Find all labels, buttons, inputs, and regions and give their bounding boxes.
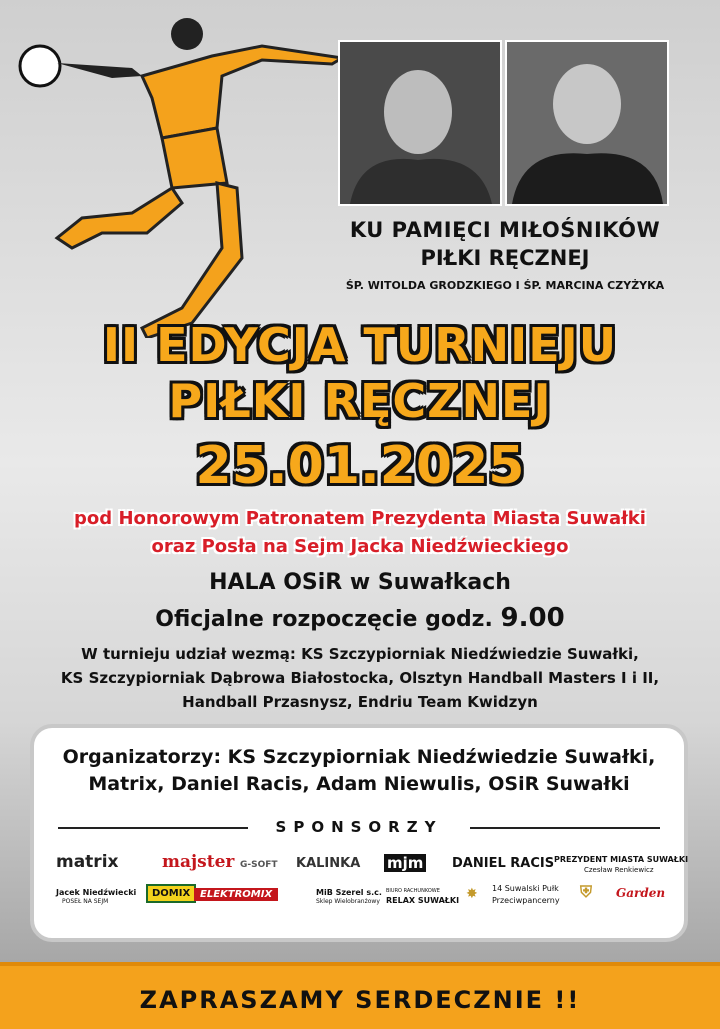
patronage-line1: pod Honorowym Patronatem Prezydenta Miasta Suwałki (74, 508, 646, 529)
sponsor-logo-prezydent-name: Czesław Renkiewicz (584, 866, 654, 874)
memorial-photo-1 (338, 40, 502, 206)
sponsor-logo-mib-szerel: MiB Szerel s.c. (316, 888, 382, 897)
start-time-line (0, 603, 720, 633)
organizers-line2: Matrix, Daniel Racis, Adam Niewulis, OSiR Suwałki (88, 773, 630, 795)
sponsor-logo-pulk-line2: Przeciwpancerny (492, 896, 560, 905)
sponsors-title: SPONSORZY (275, 818, 443, 836)
teams-line3: Handball Przasnysz, Endriu Team Kwidzyn (182, 693, 538, 711)
memorial-names: ŚP. WITOLDA GRODZKIEGO I ŚP. MARCINA CZYŻYKA (345, 279, 665, 292)
event-title-line2: PIŁKI RĘCZNEJ (168, 374, 552, 428)
memorial-photo-2 (505, 40, 669, 206)
organizers-sponsors-box (30, 724, 688, 942)
patronage-line2: oraz Posła na Sejm Jacka Niedźwieckiego (151, 536, 569, 557)
sponsor-logo-daniel-racis: DANIEL RACIS (452, 856, 555, 871)
sponsor-logo-star-icon: ✸ (466, 886, 478, 902)
sponsor-logo-niedzwiecki: Jacek Niedźwiecki (56, 888, 137, 897)
sponsor-logo-prezydent: PREZYDENT MIASTA SUWAŁKI (554, 855, 689, 864)
divider-left (58, 827, 248, 829)
sponsors-header (58, 818, 660, 838)
start-label: Oficjalne rozpoczęcie godz. (155, 607, 493, 632)
memorial-title-line2: PIŁKI RĘCZNEJ (420, 246, 590, 270)
sponsor-logo-kalinka: KALINKA (296, 856, 361, 871)
sponsor-logo-pulk: 14 Suwalski Pułk (492, 884, 559, 893)
start-time: 9.00 (500, 603, 565, 633)
footer-text: ZAPRASZAMY SERDECZNIE !! (139, 986, 581, 1014)
sponsor-logo-domix: DOMIX (146, 884, 196, 903)
organizers-line1: Organizatorzy: KS Szczypiorniak Niedźwiedzie Suwałki, (62, 746, 656, 768)
teams-line2: KS Szczypiorniak Dąbrowa Białostocka, Olsztyn Handball Masters I i II, (60, 669, 660, 687)
sponsor-logo-biuro: BIURO RACHUNKOWE (386, 888, 440, 894)
handball-player-illustration (12, 8, 352, 338)
event-title-line1: II EDYCJA TURNIEJU (102, 318, 618, 372)
sponsor-logo-mjm: mjm (384, 854, 426, 872)
memorial-title-line1: KU PAMIĘCI MIŁOŚNIKÓW (349, 218, 661, 242)
city-crest-icon: ⛨ (580, 882, 593, 901)
sponsor-logo-gsoft: G-SOFT (240, 860, 278, 870)
footer-banner (0, 962, 720, 1029)
sponsor-logo-elektromix: ELEKTROMIX (194, 888, 278, 901)
sponsor-logo-relax: RELAX SUWAŁKI (386, 896, 460, 905)
sponsor-logo-matrix: matrix (56, 852, 119, 872)
sponsor-logo-sklep: Sklep Wielobranżowy (316, 898, 380, 905)
sponsor-logo-garden: Garden (616, 886, 666, 900)
teams-line1: W turnieju udział wezmą: KS Szczypiorniak Niedźwiedzie Suwałki, (81, 645, 639, 663)
venue: HALA OSiR w Suwałkach (209, 570, 511, 595)
sponsor-logo-majster: majster (162, 852, 235, 872)
event-date: 25.01.2025 (195, 436, 525, 496)
divider-right (470, 827, 660, 829)
sponsor-logo-posel: POSEŁ NA SEJM (62, 898, 109, 905)
